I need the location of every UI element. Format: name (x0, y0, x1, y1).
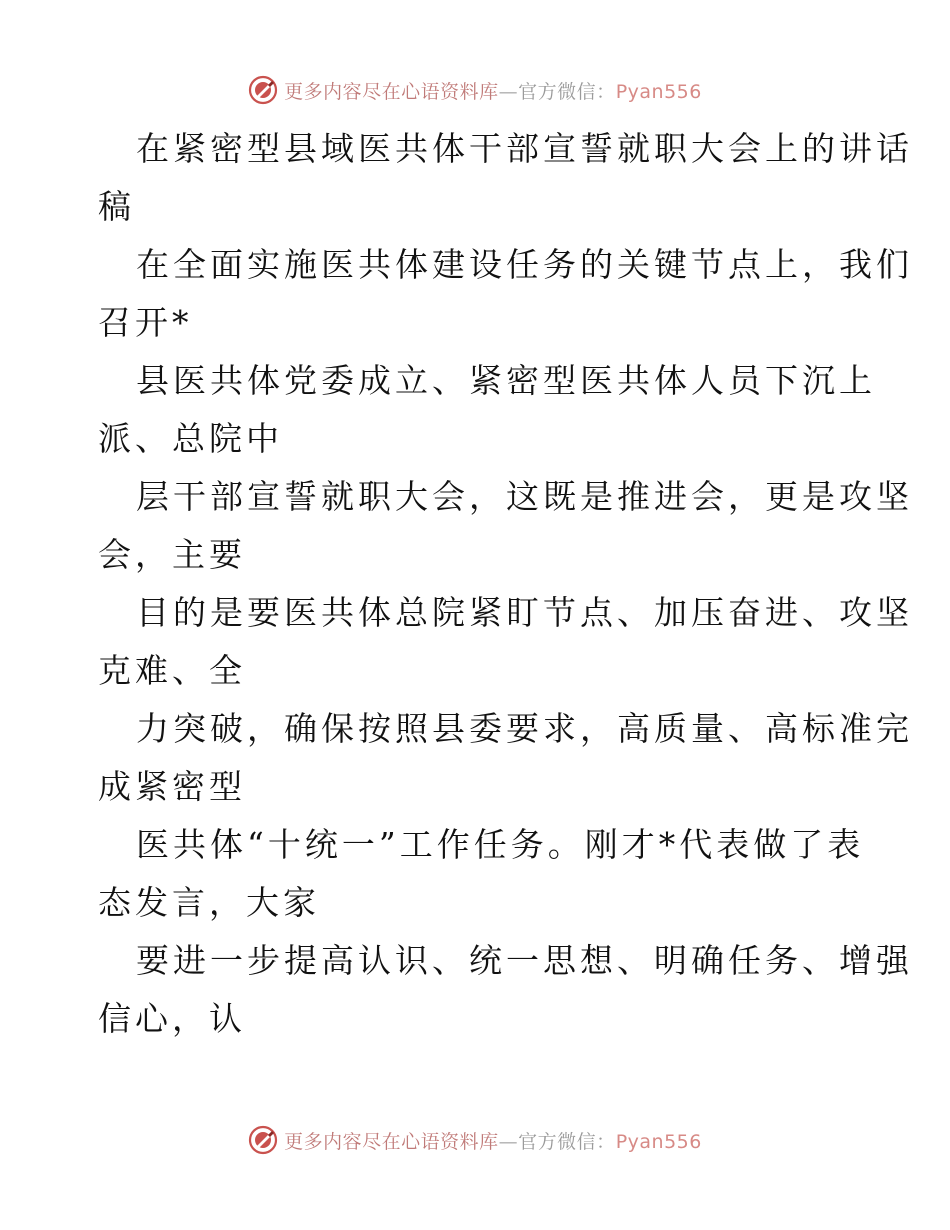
paragraph-first-line: 目的是要医共体总院紧盯节点、加压奋进、攻坚 (136, 593, 913, 632)
paragraph-continuation-line: 会，主要 (98, 535, 246, 574)
paragraph-first-line: 县医共体党委成立、紧密型医共体人员下沉上 (136, 361, 876, 400)
paragraph (98, 700, 913, 816)
paragraph-first-line: 力突破，确保按照县委要求，高质量、高标准完 (136, 709, 913, 748)
paragraph (98, 236, 913, 352)
paragraph-continuation-line: 召开* (98, 303, 193, 342)
watermark-text (284, 1127, 702, 1154)
paragraph (98, 352, 876, 468)
paragraph-continuation-line: 成紧密型 (98, 767, 246, 806)
watermark-text (284, 77, 702, 104)
paragraph-continuation-line: 克难、全 (98, 651, 246, 690)
watermark-wechat-id: Pyan556 (615, 80, 702, 103)
watermark-prefix: 更多内容尽在心语资料库 (284, 1130, 499, 1153)
paragraph-first-line: 在紧密型县域医共体干部宣誓就职大会上的讲话 (136, 129, 913, 168)
pen-logo-icon (248, 75, 278, 105)
watermark-dash: — (498, 80, 519, 103)
watermark-wechat-id: Pyan556 (615, 1130, 702, 1153)
paragraph (98, 816, 865, 932)
paragraph-first-line: 医共体“十统一”工作任务。刚才*代表做了表 (136, 825, 865, 864)
footer-watermark-banner (0, 1120, 950, 1160)
watermark-dash: — (498, 1130, 519, 1153)
paragraph (98, 468, 913, 584)
paragraph (98, 932, 913, 1048)
paragraph-continuation-line: 信心，认 (98, 999, 246, 1038)
watermark-wechat-label: 官方微信： (518, 80, 616, 103)
paragraph (98, 120, 913, 236)
watermark-prefix: 更多内容尽在心语资料库 (284, 80, 499, 103)
paragraph-continuation-line: 态发言，大家 (98, 883, 320, 922)
paragraph-first-line: 层干部宣誓就职大会，这既是推进会，更是攻坚 (136, 477, 913, 516)
pen-logo-icon (248, 1125, 278, 1155)
paragraph-first-line: 在全面实施医共体建设任务的关键节点上，我们 (136, 245, 913, 284)
paragraph-continuation-line: 派、总院中 (98, 419, 283, 458)
paragraph-continuation-line: 稿 (98, 187, 135, 226)
header-watermark-banner (0, 70, 950, 110)
paragraph-first-line: 要进一步提高认识、统一思想、明确任务、增强 (136, 941, 913, 980)
paragraph (98, 584, 913, 700)
document-body (98, 120, 913, 1048)
watermark-wechat-label: 官方微信： (518, 1130, 616, 1153)
